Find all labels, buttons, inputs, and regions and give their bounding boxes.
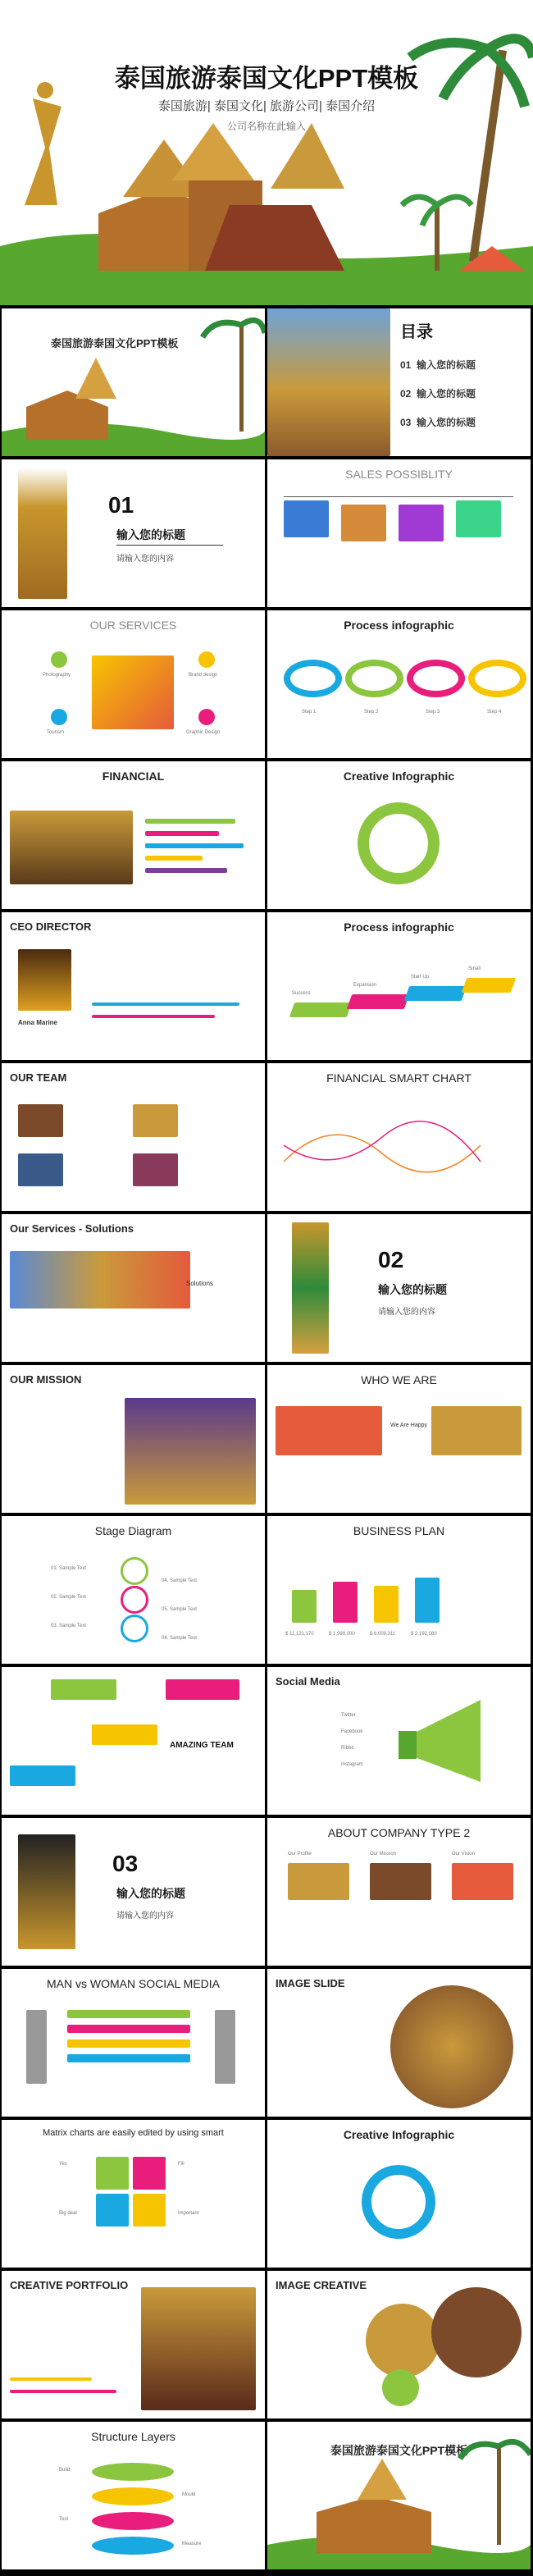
social-item: Instagram bbox=[341, 1762, 363, 1767]
photo-3 bbox=[399, 505, 444, 541]
about-label: Our Vision bbox=[452, 1852, 475, 1857]
matrix-label: Fill bbox=[178, 2162, 184, 2167]
slide-section-02[interactable] bbox=[267, 1214, 531, 1362]
compare-bar bbox=[67, 2025, 190, 2033]
social-item: Facebook bbox=[341, 1729, 363, 1734]
ceo-name: Anna Marine bbox=[18, 1019, 58, 1026]
slide-our-mission[interactable] bbox=[2, 1365, 265, 1513]
step-ring-1 bbox=[284, 660, 342, 697]
step-label: Step 2 bbox=[364, 710, 379, 715]
slide-title: IMAGE SLIDE bbox=[276, 1977, 345, 1989]
matrix-cell bbox=[96, 2194, 129, 2227]
slide-services-solutions[interactable] bbox=[2, 1214, 265, 1362]
service-label: Photography bbox=[43, 673, 71, 678]
matrix-label: Important bbox=[178, 2211, 199, 2216]
slide-closing[interactable] bbox=[267, 2422, 531, 2569]
slide-financial[interactable] bbox=[2, 761, 265, 909]
team-photo bbox=[18, 1153, 63, 1186]
slide-title: Creative Infographic bbox=[343, 2128, 455, 2141]
slide-title: Stage Diagram bbox=[94, 1524, 172, 1537]
slide-our-team[interactable] bbox=[2, 1063, 265, 1211]
bar-1 bbox=[145, 819, 235, 824]
slide-title: FINANCIAL bbox=[102, 770, 165, 783]
team-banner bbox=[51, 1679, 116, 1700]
cycle-ring bbox=[358, 802, 440, 884]
layer-disc bbox=[92, 2512, 174, 2530]
photo-2 bbox=[341, 505, 386, 541]
service-label: Graphic Design bbox=[186, 730, 221, 735]
slide-title: MAN vs WOMAN SOCIAL MEDIA bbox=[46, 1977, 221, 1990]
slide-creative-portfolio[interactable] bbox=[2, 2271, 265, 2418]
slide-title: IMAGE CREATIVE bbox=[276, 2279, 367, 2291]
people-photo bbox=[10, 811, 133, 884]
solutions-tag: Solutions bbox=[186, 1280, 213, 1287]
circle-image bbox=[382, 2369, 419, 2406]
coin-stack bbox=[333, 1582, 358, 1623]
step-ring-4 bbox=[468, 660, 526, 697]
step-block bbox=[462, 978, 517, 993]
cover-subtitle: 泰国旅游| 泰国文化| 旅游公司| 泰国介绍 bbox=[157, 99, 376, 113]
slide-social-media[interactable] bbox=[267, 1667, 531, 1815]
slide-process-2[interactable] bbox=[267, 912, 531, 1060]
step-label: Step 3 bbox=[426, 710, 440, 715]
slide-title: 泰国旅游泰国文化PPT模板 bbox=[330, 2444, 468, 2457]
slide-amazing-team[interactable] bbox=[2, 1667, 265, 1815]
slide-business-plan[interactable] bbox=[267, 1516, 531, 1664]
circle-image bbox=[431, 2287, 522, 2377]
stage-node bbox=[121, 1615, 148, 1642]
plan-value: $ 2,192,080 bbox=[411, 1632, 437, 1637]
step-block bbox=[347, 994, 410, 1009]
slide-matrix-chart[interactable] bbox=[2, 2120, 265, 2268]
slide-financial-chart[interactable] bbox=[267, 1063, 531, 1211]
contents-heading: 目录 bbox=[400, 323, 433, 341]
matrix-cell bbox=[133, 2194, 166, 2227]
layer-label: Test bbox=[59, 2517, 69, 2522]
process-label: Expansion bbox=[353, 983, 377, 988]
coin-stack bbox=[292, 1590, 317, 1623]
brand-icon bbox=[198, 651, 215, 668]
matrix-cell bbox=[133, 2157, 166, 2190]
plan-value: $ 6,009,311 bbox=[370, 1632, 396, 1637]
portfolio-bar bbox=[10, 2377, 92, 2381]
closing-illustration bbox=[267, 2422, 531, 2569]
who-tag: We Are Happy bbox=[390, 1423, 428, 1428]
circle-image bbox=[390, 1985, 513, 2108]
section-subtitle: 请输入您的内容 bbox=[378, 1308, 435, 1317]
stage-label: 04. Sample Text bbox=[162, 1578, 197, 1583]
social-item: Ribbit bbox=[341, 1746, 354, 1751]
slide-title: ABOUT COMPANY TYPE 2 bbox=[327, 1826, 471, 1839]
section-title: 输入您的标题 bbox=[116, 528, 185, 541]
bar-4 bbox=[145, 856, 203, 861]
layer-label: Build bbox=[59, 2468, 71, 2473]
slide-section-03[interactable] bbox=[2, 1818, 265, 1966]
team-photo bbox=[133, 1153, 178, 1186]
graphic-icon bbox=[198, 709, 215, 725]
section-number: 01 bbox=[108, 492, 134, 518]
slide-section-01[interactable] bbox=[2, 459, 265, 607]
who-photo-1 bbox=[276, 1406, 382, 1455]
slide-contents[interactable] bbox=[267, 308, 531, 456]
portfolio-photo bbox=[141, 2287, 256, 2410]
slide-title: SALES POSSIBLITY bbox=[345, 468, 453, 481]
layer-label: Measure bbox=[182, 2542, 202, 2546]
solutions-photo bbox=[10, 1251, 190, 1309]
about-label: Our Profile bbox=[288, 1852, 312, 1857]
slide-title: OUR TEAM bbox=[10, 1071, 67, 1084]
contents-item-2: 02 输入您的标题 bbox=[400, 388, 476, 400]
about-label: Our Mission bbox=[370, 1852, 397, 1857]
layer-disc bbox=[92, 2537, 174, 2555]
coin-stack bbox=[374, 1586, 399, 1623]
cycle-ring bbox=[362, 2165, 435, 2239]
slide-ceo-director[interactable] bbox=[2, 912, 265, 1060]
matrix-label: Big deal bbox=[59, 2211, 77, 2216]
bar-5 bbox=[145, 868, 227, 873]
team-banner bbox=[92, 1724, 157, 1745]
service-label: Brand design bbox=[189, 673, 218, 678]
stage-label: 02. Sample Text bbox=[51, 1595, 86, 1600]
circle-image bbox=[366, 2304, 440, 2377]
statue-photo bbox=[18, 468, 67, 599]
stage-label: 06. Sample Text bbox=[162, 1636, 197, 1641]
social-item: Twitter bbox=[341, 1713, 356, 1718]
stage-label: 01. Sample Text bbox=[51, 1566, 86, 1571]
slide-title: Creative Infographic bbox=[343, 770, 455, 783]
layer-disc bbox=[92, 2463, 174, 2481]
about-photo bbox=[288, 1863, 349, 1900]
who-photo-2 bbox=[431, 1406, 522, 1455]
mission-photo bbox=[125, 1398, 256, 1505]
team-photo bbox=[18, 1104, 63, 1137]
slide-process-1[interactable] bbox=[267, 610, 531, 758]
slide-creative-infographic-2[interactable] bbox=[267, 2120, 531, 2268]
temple-photo bbox=[267, 308, 390, 456]
step-block bbox=[289, 1003, 353, 1017]
step-label: Step 4 bbox=[487, 710, 502, 715]
stage-node bbox=[121, 1557, 148, 1585]
man-icon bbox=[26, 2010, 47, 2084]
matrix-label: Yes bbox=[59, 2162, 67, 2167]
slide-sales-possibility[interactable] bbox=[267, 459, 531, 607]
travel-graphic bbox=[92, 655, 174, 729]
skill-bar bbox=[92, 1003, 239, 1006]
slide-stage-diagram[interactable] bbox=[2, 1516, 265, 1664]
slide-title: Our Services - Solutions bbox=[10, 1222, 134, 1235]
ceo-photo bbox=[18, 949, 71, 1011]
slide-creative-infographic[interactable] bbox=[267, 761, 531, 909]
slide-title: Social Media bbox=[276, 1675, 340, 1688]
slide-man-vs-woman[interactable] bbox=[2, 1969, 265, 2117]
section-number: 03 bbox=[112, 1851, 139, 1876]
slide-title: Process infographic bbox=[344, 619, 454, 632]
slide-cover-mini[interactable] bbox=[2, 308, 265, 456]
slide-who-we-are[interactable] bbox=[267, 1365, 531, 1513]
service-label: Tourism bbox=[47, 730, 65, 735]
compare-bar bbox=[67, 2054, 190, 2062]
slide-title: WHO WE ARE bbox=[361, 1373, 437, 1386]
section-title: 输入您的标题 bbox=[378, 1283, 447, 1296]
slide-title: AMAZING TEAM bbox=[170, 1741, 234, 1750]
slide-title: FINANCIAL SMART CHART bbox=[326, 1071, 472, 1085]
contents-item-3: 03 输入您的标题 bbox=[400, 417, 476, 428]
bar-2 bbox=[145, 831, 219, 836]
step-ring-2 bbox=[345, 660, 403, 697]
team-photo bbox=[133, 1104, 178, 1137]
section-subtitle: 请输入您的内容 bbox=[116, 1911, 174, 1921]
process-label: Start Up bbox=[411, 975, 430, 980]
skill-bar bbox=[92, 1015, 215, 1018]
line-chart bbox=[267, 1063, 531, 1211]
coin-stack bbox=[415, 1578, 440, 1623]
cover-slide bbox=[0, 0, 533, 305]
section-title: 输入您的标题 bbox=[116, 1887, 185, 1900]
compare-bar bbox=[67, 2039, 190, 2048]
section-number: 02 bbox=[378, 1247, 404, 1272]
step-label: Step 1 bbox=[302, 710, 317, 715]
step-block bbox=[404, 986, 467, 1001]
slide-title: Process infographic bbox=[344, 920, 454, 934]
stage-node bbox=[121, 1586, 148, 1614]
dancer-photo bbox=[292, 1222, 329, 1354]
stage-label: 03. Sample Text bbox=[51, 1624, 86, 1628]
portfolio-bar bbox=[10, 2390, 116, 2393]
team-banner bbox=[10, 1765, 75, 1786]
bar-3 bbox=[145, 843, 244, 848]
slide-image-slide[interactable] bbox=[267, 1969, 531, 2117]
step-ring-3 bbox=[407, 660, 465, 697]
slide-title: 泰国旅游泰国文化PPT模板 bbox=[51, 337, 179, 349]
slide-image-creative[interactable] bbox=[267, 2271, 531, 2418]
slide-title: CREATIVE PORTFOLIO bbox=[10, 2279, 129, 2291]
about-photo bbox=[370, 1863, 431, 1900]
tourism-icon bbox=[51, 709, 67, 725]
woman-icon bbox=[215, 2010, 235, 2084]
megaphone-icon bbox=[267, 1667, 531, 1815]
slide-title: OUR SERVICES bbox=[89, 619, 177, 632]
temple-illustration bbox=[2, 308, 265, 456]
plan-value: $ 11,121,170 bbox=[285, 1632, 314, 1637]
slide-title: Structure Layers bbox=[91, 2430, 175, 2443]
slide-title: CEO DIRECTOR bbox=[10, 920, 92, 933]
cover-title: 泰国旅游泰国文化PPT模板 bbox=[114, 64, 419, 93]
slide-title: Matrix charts are easily edited by using smart bbox=[43, 2128, 224, 2138]
cover-company: 公司名称在此输入 bbox=[226, 121, 306, 132]
slide-title: BUSINESS PLAN bbox=[353, 1524, 445, 1537]
contents-item-1: 01 输入您的标题 bbox=[400, 359, 476, 371]
team-banner bbox=[166, 1679, 239, 1700]
process-label: Small bbox=[468, 966, 481, 971]
buddha-photo bbox=[18, 1834, 75, 1949]
compare-bar bbox=[67, 2010, 190, 2018]
section-subtitle: 请输入您的内容 bbox=[116, 555, 174, 564]
matrix-cell bbox=[96, 2157, 129, 2190]
cover-illustration bbox=[0, 0, 533, 305]
photo-4 bbox=[456, 500, 501, 537]
photo-1 bbox=[284, 500, 329, 537]
layer-disc bbox=[92, 2487, 174, 2505]
slide-our-services[interactable] bbox=[2, 610, 265, 758]
slide-structure-layers[interactable] bbox=[2, 2422, 265, 2569]
plan-value: $ 1,999,000 bbox=[329, 1632, 355, 1637]
slide-title: OUR MISSION bbox=[10, 1373, 82, 1386]
layer-label: Mould bbox=[182, 2492, 196, 2497]
process-label: Success bbox=[292, 991, 311, 996]
about-photo bbox=[452, 1863, 513, 1900]
stage-label: 05. Sample Text bbox=[162, 1607, 197, 1612]
photography-icon bbox=[51, 651, 67, 668]
slide-about-company[interactable] bbox=[267, 1818, 531, 1966]
